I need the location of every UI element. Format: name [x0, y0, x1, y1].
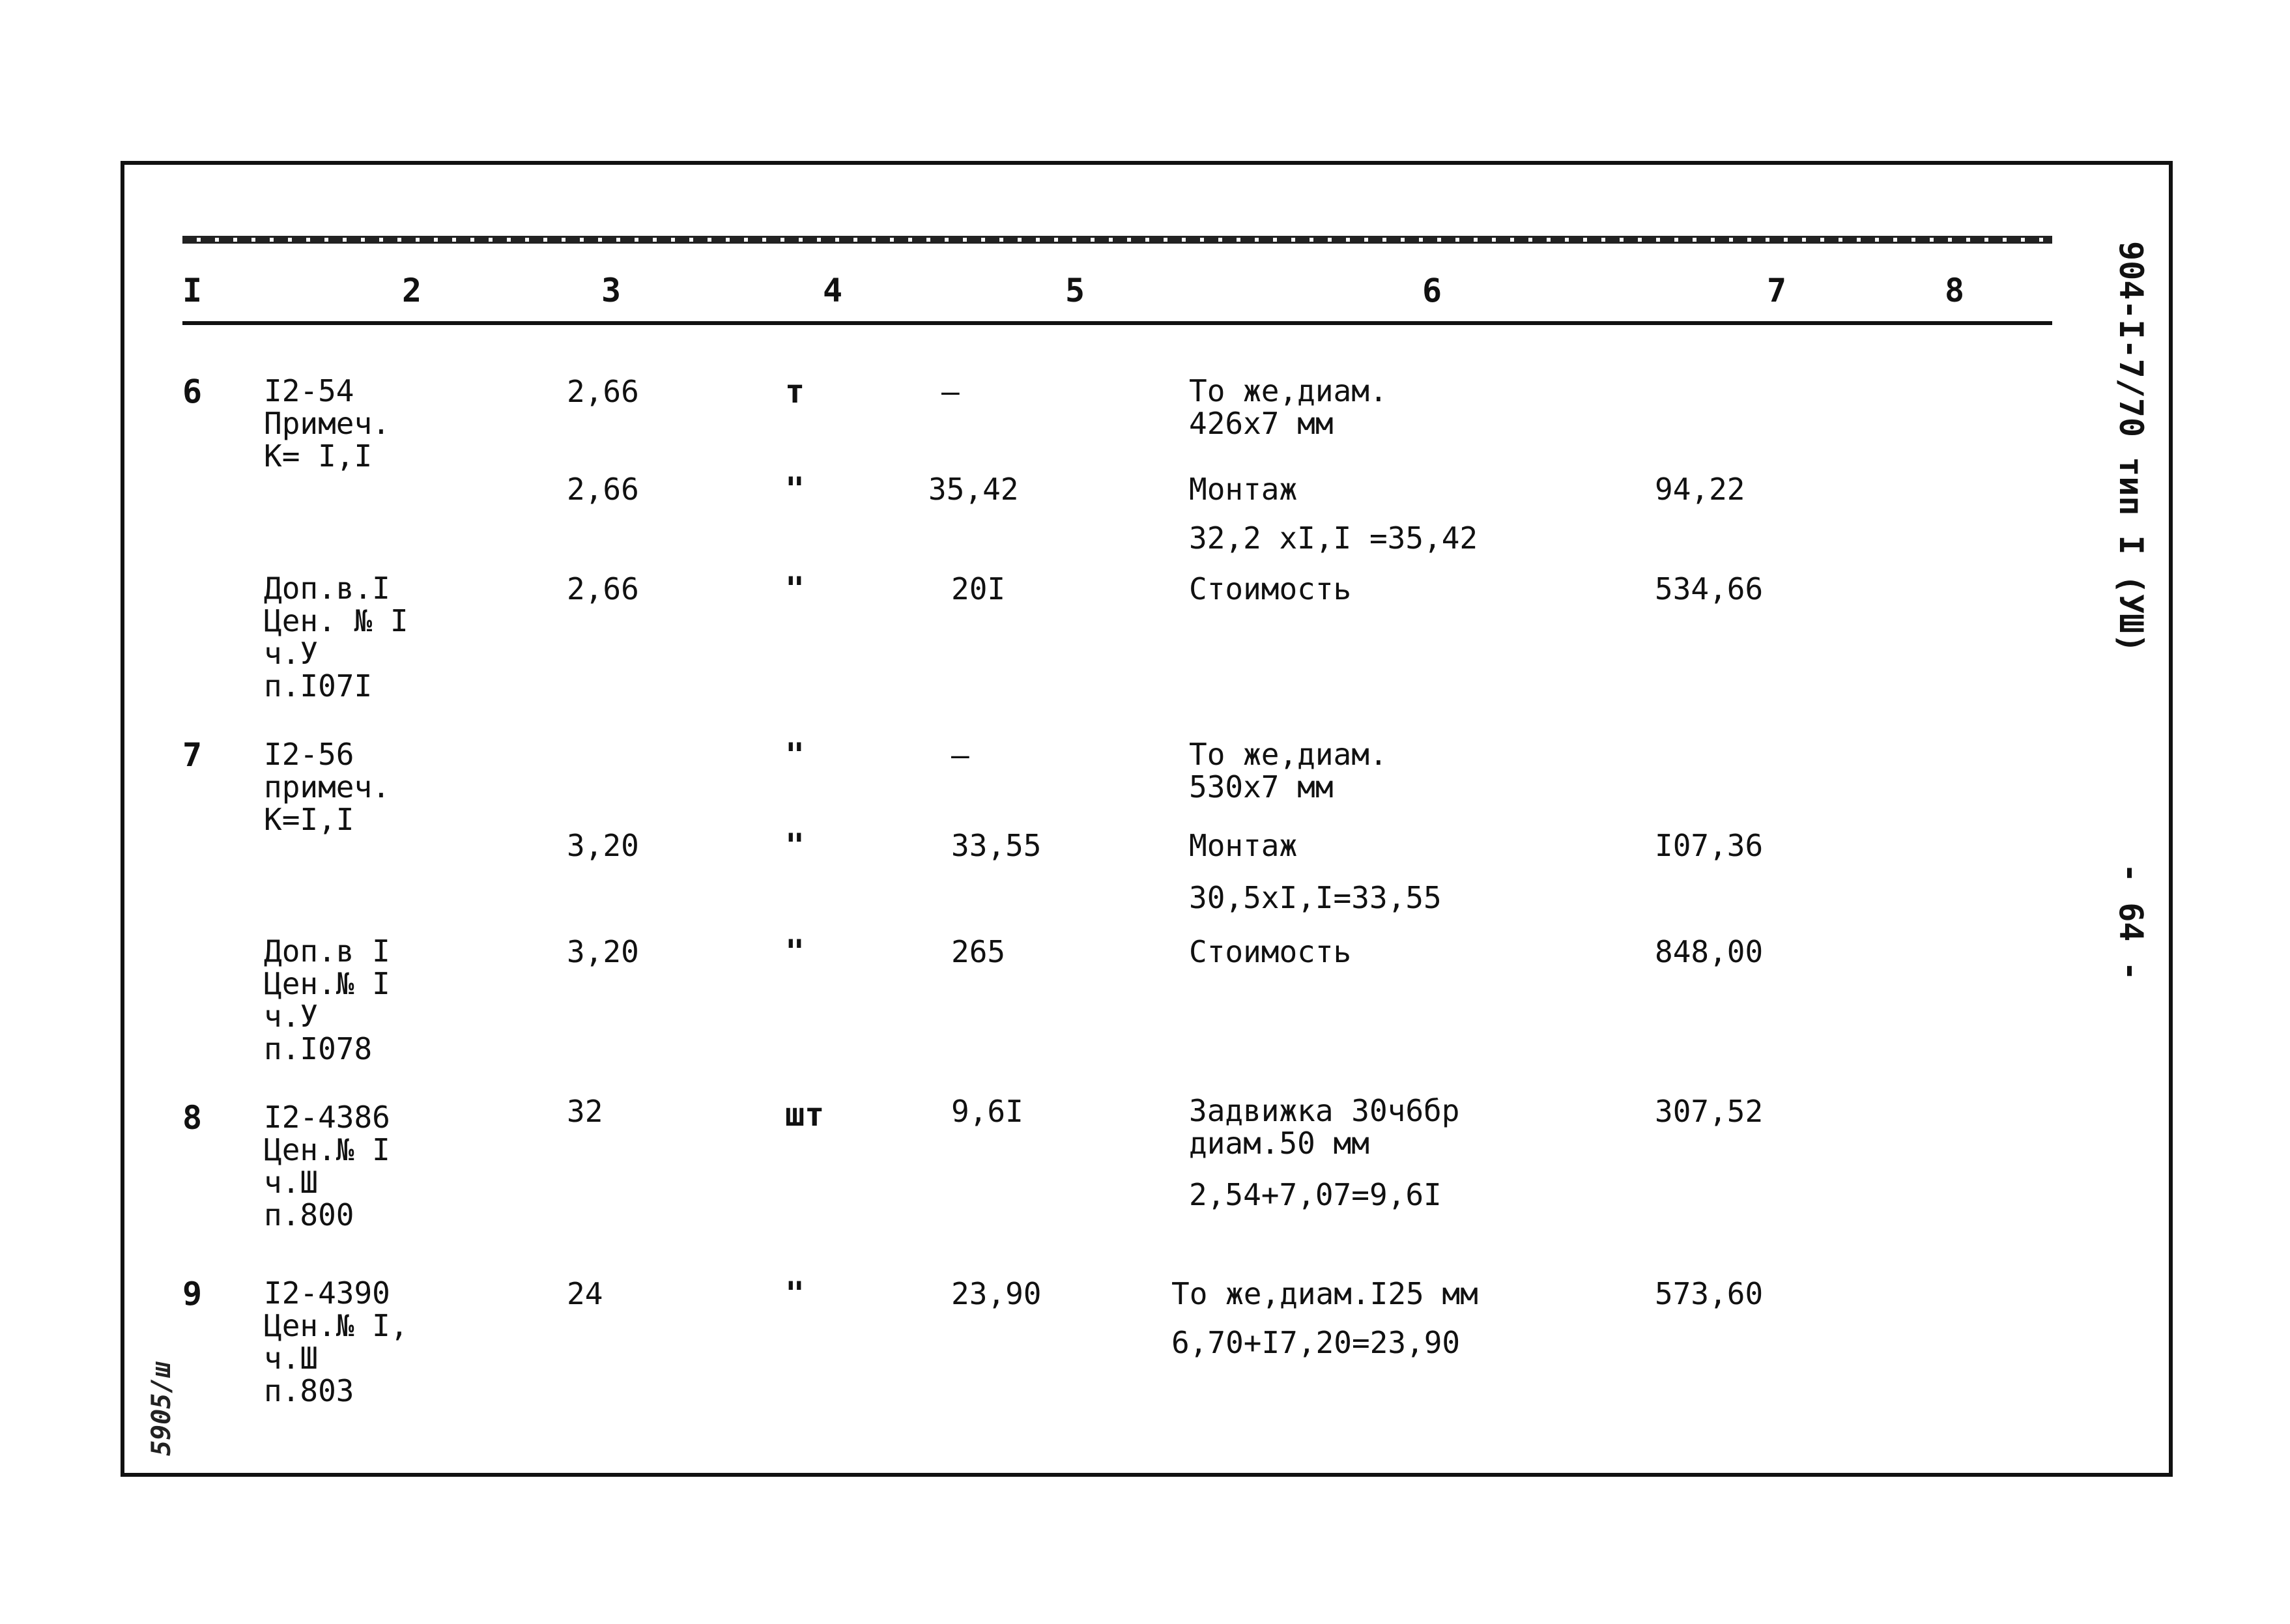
cell-quantity: 2,66	[567, 571, 639, 606]
cell-price: –	[951, 737, 969, 773]
column-header-2: 2	[402, 272, 422, 309]
cell-calculation: 6,70+I7,20=23,90	[1171, 1325, 1461, 1360]
cell-unit: "	[785, 933, 805, 971]
cell-total: 307,52	[1655, 1094, 1764, 1129]
cell-price: 9,6I	[951, 1094, 1023, 1129]
cell-unit: "	[785, 570, 805, 608]
row-number: 6	[182, 373, 203, 410]
page-frame	[121, 161, 2173, 1477]
row-reference: I2-54 Примеч. K= I,I	[264, 373, 390, 474]
header-top-rule	[182, 236, 2052, 244]
cell-price: 20I	[951, 571, 1006, 606]
cell-quantity: 2,66	[567, 472, 639, 507]
archive-stamp: 5905/ш	[147, 1361, 177, 1456]
cell-quantity: 3,20	[567, 828, 639, 863]
cell-total: 848,00	[1655, 934, 1764, 969]
column-header-8: 8	[1945, 272, 1965, 309]
cell-unit: "	[785, 827, 805, 864]
column-header-6: 6	[1422, 272, 1442, 309]
cell-description: Стоимость	[1189, 571, 1352, 606]
column-header-4: 4	[823, 272, 843, 309]
column-header-1: I	[182, 272, 203, 309]
column-header-7: 7	[1767, 272, 1787, 309]
column-header-5: 5	[1065, 272, 1085, 309]
cell-description: Монтаж	[1189, 828, 1298, 863]
row-reference: I2-4386 Цен.№ I ч.Ш п.800	[264, 1100, 390, 1232]
cell-unit: шт	[785, 1096, 825, 1133]
cell-price: 23,90	[951, 1276, 1042, 1311]
cell-price: –	[941, 374, 960, 409]
cell-description: То же,диам. 530х7 мм	[1189, 737, 1388, 805]
cell-quantity: 2,66	[567, 374, 639, 409]
column-header-3: 3	[601, 272, 622, 309]
row-number: 8	[182, 1099, 203, 1137]
cell-quantity: 32	[567, 1094, 603, 1129]
cell-total: I07,36	[1655, 828, 1764, 863]
cell-price: 35,42	[928, 472, 1019, 507]
row-reference-extra: Доп.в.I Цен. № I ч.У п.I07I	[264, 571, 408, 704]
cell-description: Монтаж	[1189, 472, 1298, 507]
cell-description: Задвижка 30ч6бр диам.50 мм	[1189, 1093, 1460, 1161]
cell-quantity: 24	[567, 1276, 603, 1311]
cell-price: 33,55	[951, 828, 1042, 863]
row-number: 9	[182, 1275, 203, 1313]
row-number: 7	[182, 736, 203, 774]
cell-description: То же,диам.I25 мм	[1171, 1276, 1478, 1311]
page-number: - 64 -	[2112, 863, 2150, 981]
cell-unit: "	[785, 470, 805, 508]
cell-calculation: 30,5хI,I=33,55	[1189, 880, 1442, 915]
cell-unit: "	[785, 736, 805, 774]
cell-calculation: 2,54+7,07=9,6I	[1189, 1177, 1442, 1212]
row-reference: I2-56 примеч. K=I,I	[264, 737, 390, 837]
header-bottom-rule	[182, 321, 2052, 325]
row-reference-extra: Доп.в I Цен.№ I ч.У п.I078	[264, 933, 390, 1066]
cell-total: 534,66	[1655, 571, 1764, 606]
cell-unit: т	[785, 373, 805, 410]
cell-calculation: 32,2 хI,I =35,42	[1189, 520, 1478, 556]
cell-price: 265	[951, 934, 1006, 969]
cell-total: 94,22	[1655, 472, 1745, 507]
cell-quantity: 3,20	[567, 934, 639, 969]
cell-description: Стоимость	[1189, 934, 1352, 969]
cell-unit: "	[785, 1275, 805, 1313]
row-reference: I2-4390 Цен.№ I, ч.Ш п.803	[264, 1275, 408, 1408]
cell-total: 573,60	[1655, 1276, 1764, 1311]
cell-description: То же,диам. 426х7 мм	[1189, 373, 1388, 441]
document-code: 904-I-7/70 тип I (УШ)	[2112, 241, 2150, 653]
